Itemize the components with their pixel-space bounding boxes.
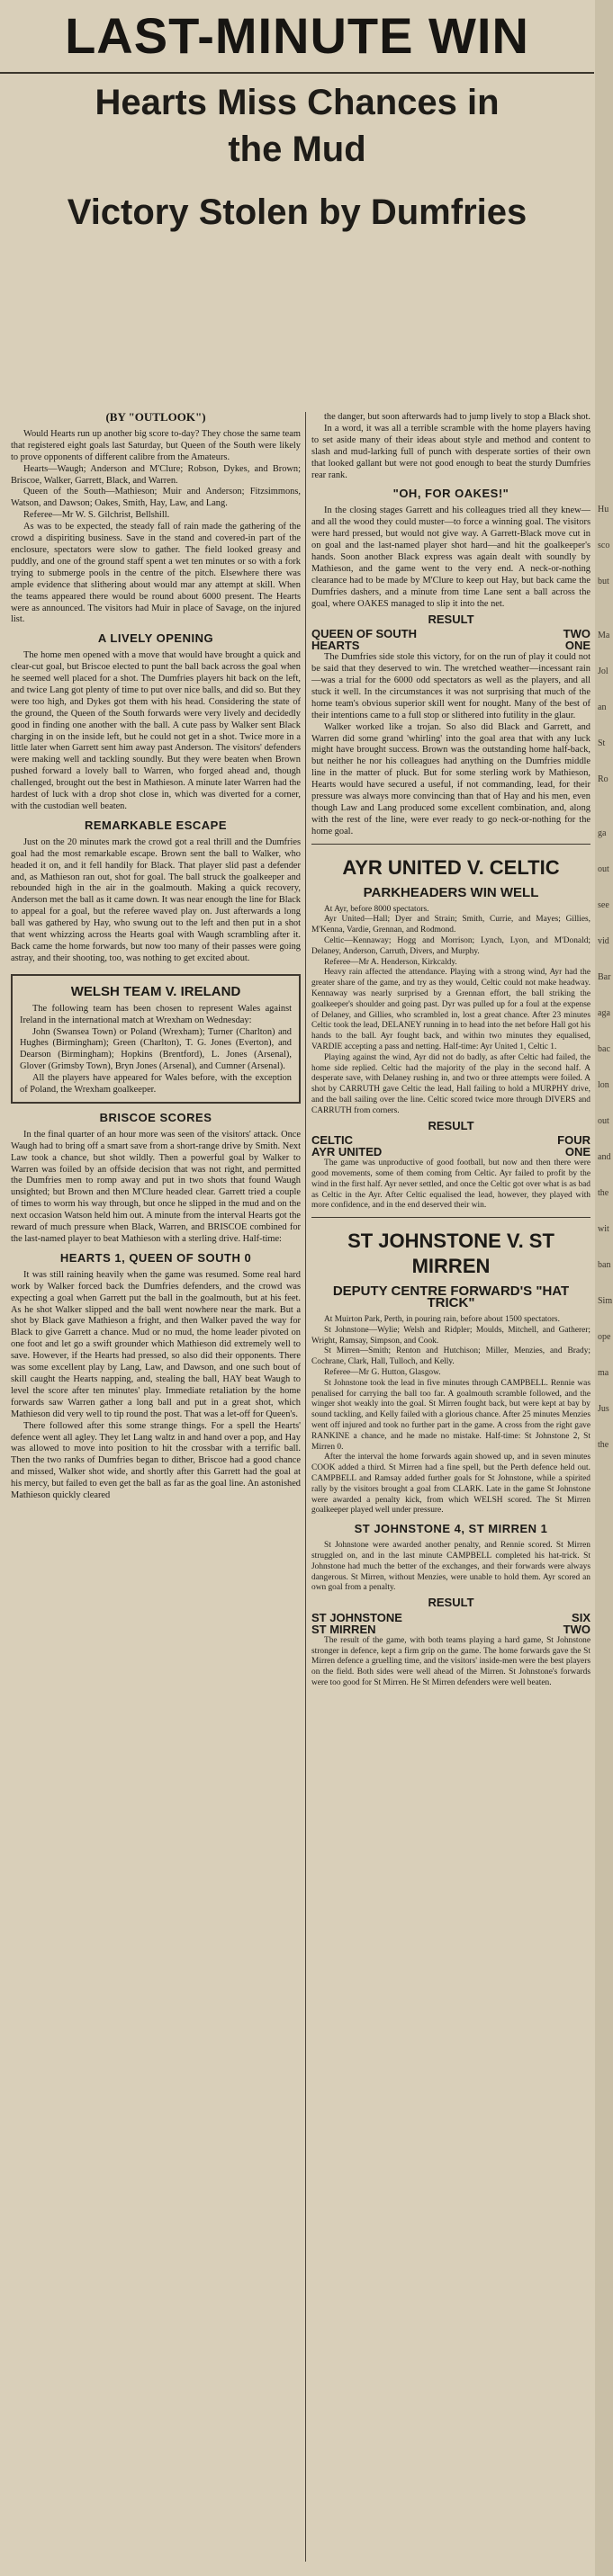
team-score: ONE (564, 1145, 590, 1159)
halftime-score: HEARTS 1, QUEEN OF SOUTH 0 (59, 1250, 252, 1265)
middle-column (311, 412, 590, 2562)
team-listing: Queen of the South—Mathieson; Muir and Anderson; Fitzsimmons, Watson, and Dawson; Oakes, Smith, Hay, Law, and Lang. (11, 487, 301, 509)
paragraph: There followed after this some strange things. For a spell the Hearts' defence went all agley. They let Lang waltz in and hand over a pop, and Hay was allowed to move into position to hit the crossbar with a terrific ball. Then the two ranks of Dumfries began to dither, Briscoe had a good chance and missed, Walker shot wide, and shortly after this Garrett had the goal at his mercy, but failed to even get the ball as far as the goal line. An astonished Mathieson quickly cleared (11, 1420, 301, 1501)
edge-fragment: out (598, 1116, 609, 1126)
paragraph: In the final quarter of an hour more was seen of the visitors' attack. Once Waugh had to bring off a smart save from a short-range drive by Smith. Next Law took a chance, but shot wildly. Then a powerful goal by Walker to Warren was foiled by an offside decision that was not right, and permitted the Dumfries men to romp away and put in two shots that found Waugh unsighted; but Brown and then M'Clure headed clear. Garrett tried a couple of times to worm his way through, but once he slipped in the mud and on the next occasion Watson held him out. A minute from the interval Hearts got the reward of much pressure when Black, Warren, and BRISCOE combined for the last-named player to beat Mathieson with a sterling drive. Half-time: (11, 1129, 301, 1244)
edge-fragment: wit (598, 1224, 609, 1234)
team-name: ST JOHNSTONE (311, 1611, 402, 1625)
edge-fragment: out (598, 864, 609, 874)
team-name: AYR UNITED (311, 1145, 383, 1159)
headline-line-2: the Mud (228, 130, 366, 169)
edge-fragment: vid (598, 936, 609, 946)
team-score: FOUR (557, 1133, 590, 1148)
box-title: WELSH TEAM V. IRELAND (70, 983, 241, 999)
edge-fragment: ope (598, 1332, 611, 1342)
subheading: "OH, FOR OAKES!" (392, 487, 509, 501)
halftime-score: ST JOHNSTONE 4, ST MIRREN 1 (354, 1522, 548, 1536)
paragraph: At Ayr, before 8000 spectators. (324, 904, 429, 914)
paragraph: All the players have appeared for Wales before, with the exception of Poland, the Wrexham goalkeeper. (20, 1073, 292, 1096)
edge-fragment: Sim (598, 1296, 613, 1306)
ayr-celtic-headline: AYR UNITED V. CELTIC (342, 855, 560, 879)
paragraph: Playing against the wind, Ayr did not do badly, as after Celtic had failed, the home side replied. Celtic had the majority of the play in the second half. A desperate save, with Delaney rushing in, and two or three attempts were foiled. A shot by CARRUTH gave Celtic the lead, Hall failing to hold a MURPHY drive, and the ball sailing over the line. Celtic scored twice more through DIVERS and CARRUTH from corners. (311, 1052, 590, 1115)
edge-fragment: an (598, 702, 607, 712)
team-listing: Celtic—Kennaway; Hogg and Morrison; Lynch, Lyon, and M'Donald; Delaney, Anderson, Carruth, Divers, and Murphy. (311, 936, 590, 956)
paragraph: St Johnstone took the lead in five minutes through CAMPBELL. Rennie was penalised for carrying the ball too far. A goalmouth scramble followed, and the winger shot weakly into the goal. St Mirren fought back, but were kept at bay by sound tackling, and Kelly failed with a glorious chance. After 25 minutes Menzies went off injured and took no further part in the game. A cross from the right gave RANKINE a chance, and he made no mistake. Half-time: St Johnstone 2, St Mirren 0. (311, 1378, 590, 1452)
edge-fragment: ma (598, 1368, 609, 1378)
byline: (BY "OUTLOOK") (105, 412, 206, 424)
paragraph: The home men opened with a move that would have brought a quick and clear-cut goal, but Briscoe elected to punt the ball back across the goal when he seemed well placed for a shot. The Dumfries players hit back on the left, and twice Lang got plenty of time to put over nice balls, and did so. But they were too high, and Dykes got them with his head. Considering the state of the ground, the Queen of the South forwards were very lively and decidedly good in finding one another with the ball. A cute pass by Walker sent Black charging in on the inside left, but he could not get in a shot. Twice more in a little later when Garrett sent him away past Anderson. The visitors' defenders were making well and tackling soundly. But they were beaten when Brown pushed forward a lovely ball to Warren, who forged ahead and, though challenged, brought out the best in Mathieson. A minute later Warren had the hardest of luck with a drop shot close in, which was diverted for a corner, with the custodian well beaten. (11, 650, 301, 811)
ayr-celtic-subheadline: PARKHEADERS WIN WELL (363, 884, 539, 900)
subheading: BRISCOE SCORES (99, 1110, 212, 1124)
paragraph: In the closing stages Garrett and his colleagues tried all they knew—and all the wood they could muster—to force a winning goal. The visitors were hard pressed, but would not give way. A Garrett-Black move cut in on goal and the last-named player shot hard—and hit the goalkeeper's hands. Soon another Black express was again dealt with soundly by Mathieson, and the game went to the very end. A neck-or-nothing clearance had to be made by M'Clure to keep out Hay, but back came the Dumfries dashers, and a minute from time Lane sent a ball across the goal, where OAKES managed to slip it into the net. (311, 505, 590, 609)
edge-fragment: Ma (598, 631, 610, 640)
result-row (311, 1147, 590, 1158)
team-listing: St Mirren—Smith; Renton and Hutchison; Miller, Menzies, and Brady; Cochrane, Clark, Hall, Tulloch, and Kelly. (311, 1346, 590, 1367)
paragraph: Walker worked like a trojan. So also did Black and Garrett, and Warren did some grand 'whirling' into the goal area that with any luck might have brought success. Brown was the outstanding home half-back, but neither he nor his colleagues had anything on the Dumfries middle line in the matter of pluck. But for some sterling work by Mathieson, Hearts would have secured a useful, if not commanding, lead, for their pressure was always more convincing than that of Hay and his men, even though Law and Lang produced some excellent combination, and, along with the rest of the line, were ever ready to go neck-or-nothing for the home goal. (311, 721, 590, 836)
paragraph: Heavy rain affected the attendance. Playing with a strong wind, Ayr had the greater share of the game, and try as they would, Celtic could not make headway. Kennaway was nearly surprised by a Grennan effort, the ball striking the goalkeeper's shoulder and going past. Dyr was pulled up for a foul at the expense of Delaney, and Gillies, who scrambled in, lost a great chance. After 23 minutes Celtic took the lead, DELANEY running in to head into the net before Hall got his hands to the ball. Ayr fought back, and within two minutes they equalised, VARDIE accepting a pass and netting. Half-time: Ayr United 1, Celtic 1. (311, 968, 590, 1051)
paragraph: The game was unproductive of good football, but now and then there were good movements, some of them coming from Celtic. Ayr failed to profit by the wind in the first half. Ayr never settled, and once the Celtic got over what is as bad as Celtic in the Ayr. After Celtic equalised the lead, however, they played with more confidence, and in the end deserved their win. (311, 1158, 590, 1211)
team-name: QUEEN OF SOUTH (311, 627, 418, 641)
edge-fragment: bac (598, 1044, 610, 1054)
team-name: CELTIC (311, 1133, 353, 1148)
result-block (311, 614, 590, 653)
team-listing: Hearts—Waugh; Anderson and M'Clure; Robson, Dykes, and Brown; Briscoe, Walker, Garrett, Black, and Warren. (11, 463, 301, 486)
cropped-adjacent-column (595, 0, 613, 2576)
paragraph: After the interval the home forwards again showed up, and in seven minutes COOK added a third. St Mirren had a fine spell, but the Perth defence held out. CAMPBELL and Ramsay added further goals for St Johnstone, while a spirited rally by the visitors brought a goal from CLARK. Late in the game St Johnstone were awarded a penalty kick, from which WELSH scored. The St Mirren goalkeeper played well under pressure. (311, 1453, 590, 1516)
paragraph: The following team has been chosen to represent Wales against Ireland in the international match at Wrexham on Wednesday: (20, 1003, 292, 1025)
edge-fragment: Ro (598, 774, 608, 784)
edge-fragment: ban (598, 1260, 611, 1270)
edge-fragment: aga (598, 1008, 610, 1018)
paragraph: As was to be expected, the steady fall of rain made the gathering of the crowd a dispiriting business. Save in the stand and covered-in part of the enclosure, spectators were slow to gather. The field looked greasy and puddly, and one of the ground staff spent a wet ten minutes or so with a fork trying to submerge pools in the centre of the pitch. Elsewhere there was ample evidence that slithering about would mar any attempt at skill. When the teams appeared there would be round about 6000 present. The Hearts were as announced. The visitors had Muir in place of Savage, on the injured list. (11, 522, 301, 625)
result-label: RESULT (428, 612, 474, 626)
team-score: SIX (572, 1611, 590, 1625)
edge-fragment: Jus (598, 1404, 609, 1414)
team-score: TWO (563, 1622, 590, 1636)
welsh-team-box (11, 974, 301, 1104)
team-score: ONE (564, 639, 590, 653)
team-listing: St Johnstone—Wylie; Welsh and Ridpler; Moulds, Mitchell, and Gatherer; Wright, Ramsay, Simpson, and Cook. (311, 1325, 590, 1346)
edge-fragment: the (598, 1440, 609, 1450)
edge-fragment: lon (598, 1080, 609, 1090)
edge-fragment: Jol (598, 666, 608, 676)
referee-line: Referee—Mr A. Henderson, Kirkcaldy. (324, 957, 457, 967)
edge-fragment: Hu (598, 505, 609, 514)
section-rule (311, 1217, 590, 1218)
result-label: RESULT (428, 1596, 474, 1610)
headline-line-3: Victory Stolen by Dumfries (67, 192, 527, 232)
paragraph: It was still raining heavily when the game was resumed. Some real hard work by Walker forced back the Dumfries defenders, and the crowd was expecting a goal when Garrett put the ball in the goalmouth, but at his feet. As he shot Walker slipped and the ball went nowhere near the mark. But a shot by Black gave Mathieson a fright, and then Walker paved the way for Black to give Garrett a chance. Mud or no mud, the home leader pivoted on one foot and let go a swift grounder which Mathieson did extremely well to save. However, if the Hearts had pressed, so also did their opponents. There was some excellent play by Lang, Law, and Dawson, and one such bout of skill caught the Hearts napping, and, stealing the ball, HAY beat Waugh to level the score after ten minutes' play. Immediate retaliation by the home forwards saw Warren gather a long ball and put in a great shot, which Mathieson did very well to tip round the post. That was a let-off for Queen's. (11, 1269, 301, 1419)
paragraph: St Johnstone were awarded another penalty, and Rennie scored. St Mirren struggled on, and in the last minute CAMPBELL completed his hat-trick. St Johnstone had much the better of the exchanges, and their forwards were always dangerous. St Mirren, without Menzies, were unable to hold them. Ayr scored an own goal from a penalty. (311, 1541, 590, 1593)
paragraph: In a word, it was all a terrible scramble with the home players having to set aside many of their ideas about style and method and content to slash and mud-larking full of punch with desperate sorties of their own that looked gallant but were not good enough to beat the sturdy Dumfries rear rank. (311, 423, 590, 480)
paragraph: John (Swansea Town) or Poland (Wrexham); Turner (Charlton) and Hughes (Birmingham); Green (Charlton), T. G. Jones (Everton), and Dearson (Birmingham); Hopkins (Brentford), L. Jones (Arsenal), Glover (Grimsby Town), Bryn Jones (Arsenal), and Cumner (Arsenal). (20, 1026, 292, 1072)
team-score: TWO (563, 627, 590, 641)
team-listing: Ayr United—Hall; Dyer and Strain; Smith, Currie, and Mayes; Gillies, M'Kenna, Vardie, Grennan, and Rodmond. (311, 915, 590, 935)
referee-line: Referee—Mr G. Hutton, Glasgow. (324, 1368, 441, 1378)
paragraph: At Muirton Park, Perth, in pouring rain, before about 1500 spectators. (324, 1315, 560, 1325)
edge-fragment: and (598, 1152, 611, 1162)
edge-fragment: see (598, 900, 609, 910)
result-label: RESULT (428, 1118, 474, 1132)
team-name: HEARTS (311, 639, 360, 653)
section-rule (311, 844, 590, 845)
subheading: A LIVELY OPENING (97, 631, 214, 646)
edge-fragment: the (598, 1188, 609, 1198)
st-johnstone-subheadline: DEPUTY CENTRE FORWARD'S "HAT TRICK" (332, 1284, 570, 1311)
paragraph: The Dumfries side stole this victory, for on the run of play it could not be said that they deserved to win. The wretched weather—incessant rain—was a trial for the 6000 odd spectators as well as the players, and all stuck it well. In the circumstances it was not surprising that much of the home team's obvious superior skill went for nought. Many of the best of their intentions came to a full stop or slithered into futility in the glaur. (311, 652, 590, 720)
paragraph: Would Hearts run up another big score to-day? They chose the same team that registered eight goals last Saturday, but Queen of the South were likely to prove opponents of different calibre from the Amateurs. (11, 428, 301, 462)
paragraph: Just on the 20 minutes mark the crowd got a real thrill and the Dumfries goal had the most remarkable escape. Brown sent the ball to Walker, who headed it on, and it fell handily for Black. That player slid past a defender and, as Mathieson ran out, shot for goal. The ball struck the goalkeeper and rebounded high in the air in the goalmouth. Making a quick recovery, Anderson met the ball as it came down. It was near enough the line for Black to appeal for a goal, but the referee waved play on. Just afterwards a long ball was gathered by Hay, who swung out to the left and then put in a shot that went whizzing across the Hearts goal with Waugh scrambling after it. Back came the home forwards, but now too many of their passes were going astray, and their shooting, too, was nothing to get excited about. (11, 836, 301, 963)
subheading: REMARKABLE ESCAPE (84, 818, 227, 832)
result-block (311, 1597, 590, 1636)
team-name: ST MIRREN (311, 1622, 376, 1636)
result-row (311, 640, 590, 652)
headline-line-1: Hearts Miss Chances in (95, 83, 500, 122)
edge-fragment: ga (598, 828, 607, 838)
edge-fragment: sco (598, 541, 610, 550)
left-column (11, 412, 301, 2562)
edge-fragment: Bar (598, 972, 611, 982)
banner-headline: LAST-MINUTE WIN (0, 0, 594, 74)
result-block (311, 1118, 590, 1159)
column-divider (305, 412, 306, 2562)
result-row (311, 1624, 590, 1636)
paragraph: The result of the game, with both teams playing a hard game, St Johnstone stronger in defence, kept a firm grip on the game. The home forwards gave the St Mirren defence a gruelling time, and the visitors' inside-men were the best players on the field. Both sides were well ahead of the Mirren. St Johnstone's forwards were too good for St Mirren. He St Mirren defenders were well beaten. (311, 1635, 590, 1688)
st-johnstone-headline: ST JOHNSTONE V. ST MIRREN (347, 1230, 554, 1278)
edge-fragment: but (598, 577, 609, 586)
referee-line: Referee—Mr W. S. Gilchrist, Bellshill. (23, 510, 170, 521)
edge-fragment: St (598, 738, 606, 748)
paragraph: the danger, but soon afterwards had to jump lively to stop a Black shot. (324, 412, 590, 422)
